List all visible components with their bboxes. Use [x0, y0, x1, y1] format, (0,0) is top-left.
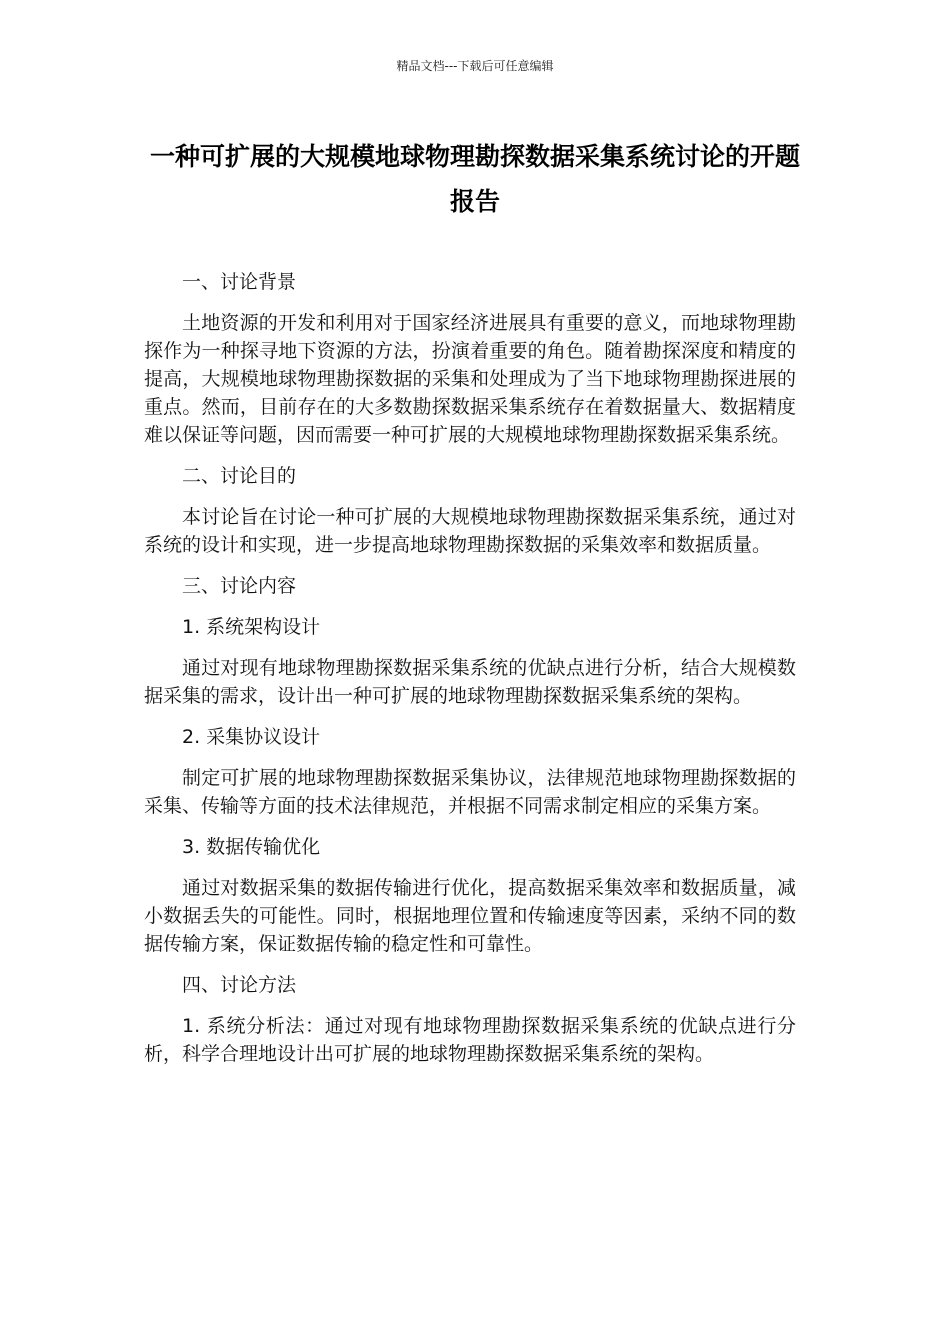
section-heading: 三、讨论内容 — [182, 575, 297, 597]
paragraph: 土地资源的开发和利用对于国家经济进展具有重要的意义，而地球物理勘探作为一种探寻地下资源的方法，扮演着重要的角色。随着勘探深度和精度的提高，大规模地球物理勘探数据的采集和处理成为了当下地球物理勘探进展的重点。然而，目前存在的大多数勘探数据采集系统存在着数据量大、数据精度难以保证等问题，因而需要一种可扩展的大规模地球物理勘探数据采集系统。 — [144, 312, 796, 446]
subsection-heading: 2. 采集协议设计 — [182, 726, 321, 748]
subsection-heading: 1. 系统架构设计 — [182, 616, 321, 638]
page-header: 精品文档---下载后可任意编辑 — [396, 59, 554, 73]
section-heading: 四、讨论方法 — [182, 974, 297, 996]
section-heading: 二、讨论目的 — [182, 465, 297, 487]
document-title: 一种可扩展的大规模地球物理勘探数据采集系统讨论的开题报告 — [149, 142, 800, 216]
paragraph: 通过对现有地球物理勘探数据采集系统的优缺点进行分析，结合大规模数据采集的需求，设计出一种可扩展的地球物理勘探数据采集系统的架构。 — [144, 657, 796, 707]
paragraph: 1. 系统分析法：通过对现有地球物理勘探数据采集系统的优缺点进行分析，科学合理地设计出可扩展的地球物理勘探数据采集系统的架构。 — [144, 1015, 796, 1065]
subsection-heading: 3. 数据传输优化 — [182, 836, 321, 858]
paragraph: 通过对数据采集的数据传输进行优化，提高数据采集效率和数据质量，减小数据丢失的可能性。同时，根据地理位置和传输速度等因素，采纳不同的数据传输方案，保证数据传输的稳定性和可靠性。 — [144, 877, 796, 955]
document-body — [144, 268, 796, 1081]
section-heading: 一、讨论背景 — [182, 271, 297, 293]
paragraph: 本讨论旨在讨论一种可扩展的大规模地球物理勘探数据采集系统，通过对系统的设计和实现，进一步提高地球物理勘探数据的采集效率和数据质量。 — [144, 506, 796, 556]
paragraph: 制定可扩展的地球物理勘探数据采集协议，法律规范地球物理勘探数据的采集、传输等方面的技术法律规范，并根据不同需求制定相应的采集方案。 — [144, 767, 796, 817]
